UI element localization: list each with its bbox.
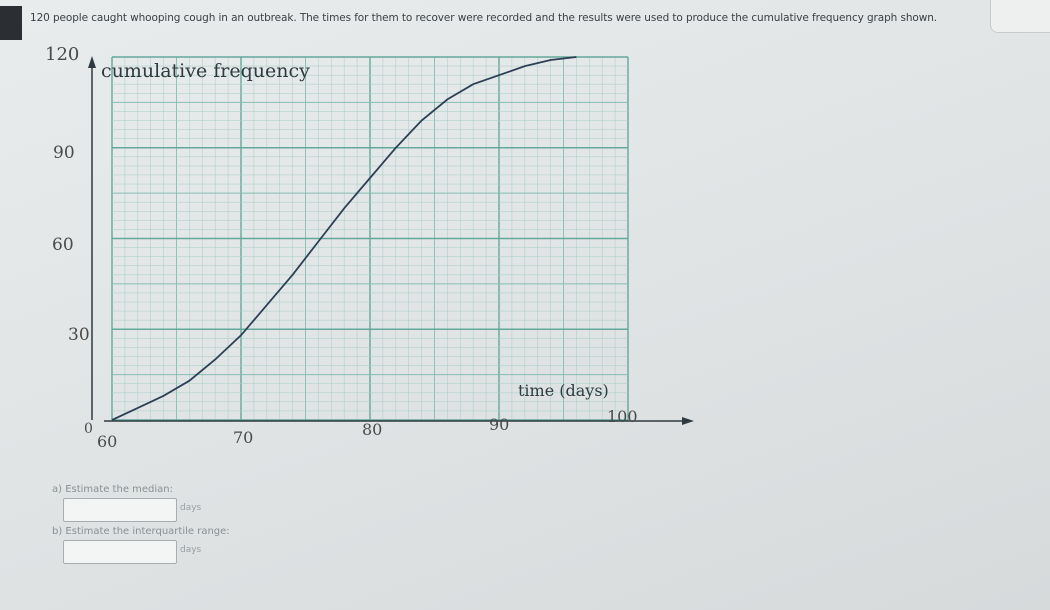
- median-unit: days: [180, 503, 202, 513]
- question-a-label: a) Estimate the median:: [52, 484, 174, 495]
- x-axis-title: time (days): [518, 381, 609, 400]
- y-tick-label: 120: [45, 44, 80, 65]
- question-b-label: b) Estimate the interquartile range:: [52, 526, 230, 537]
- y-tick-label: 90: [53, 143, 75, 163]
- x-tick-label: 100: [607, 407, 638, 426]
- question-text: 120 people caught whooping cough in an outbreak. The times for them to recover were recorded and the results were used to produce the cumulative frequency graph shown.: [30, 12, 937, 24]
- median-answer-input[interactable]: [63, 498, 177, 522]
- x-tick-label: 90: [489, 415, 510, 434]
- x-tick-label: 60: [97, 432, 118, 451]
- x-axis-arrow: [682, 417, 694, 425]
- y-axis-title: cumulative frequency: [101, 60, 310, 82]
- y-tick-label: 0: [84, 421, 93, 437]
- x-tick-label: 70: [233, 428, 254, 447]
- iqr-answer-input[interactable]: [63, 540, 177, 564]
- y-tick-label: 60: [52, 235, 74, 255]
- y-axis-arrow: [88, 56, 96, 68]
- x-tick-label: 80: [362, 420, 383, 439]
- iqr-unit: days: [180, 545, 202, 555]
- y-tick-label: 30: [68, 325, 90, 345]
